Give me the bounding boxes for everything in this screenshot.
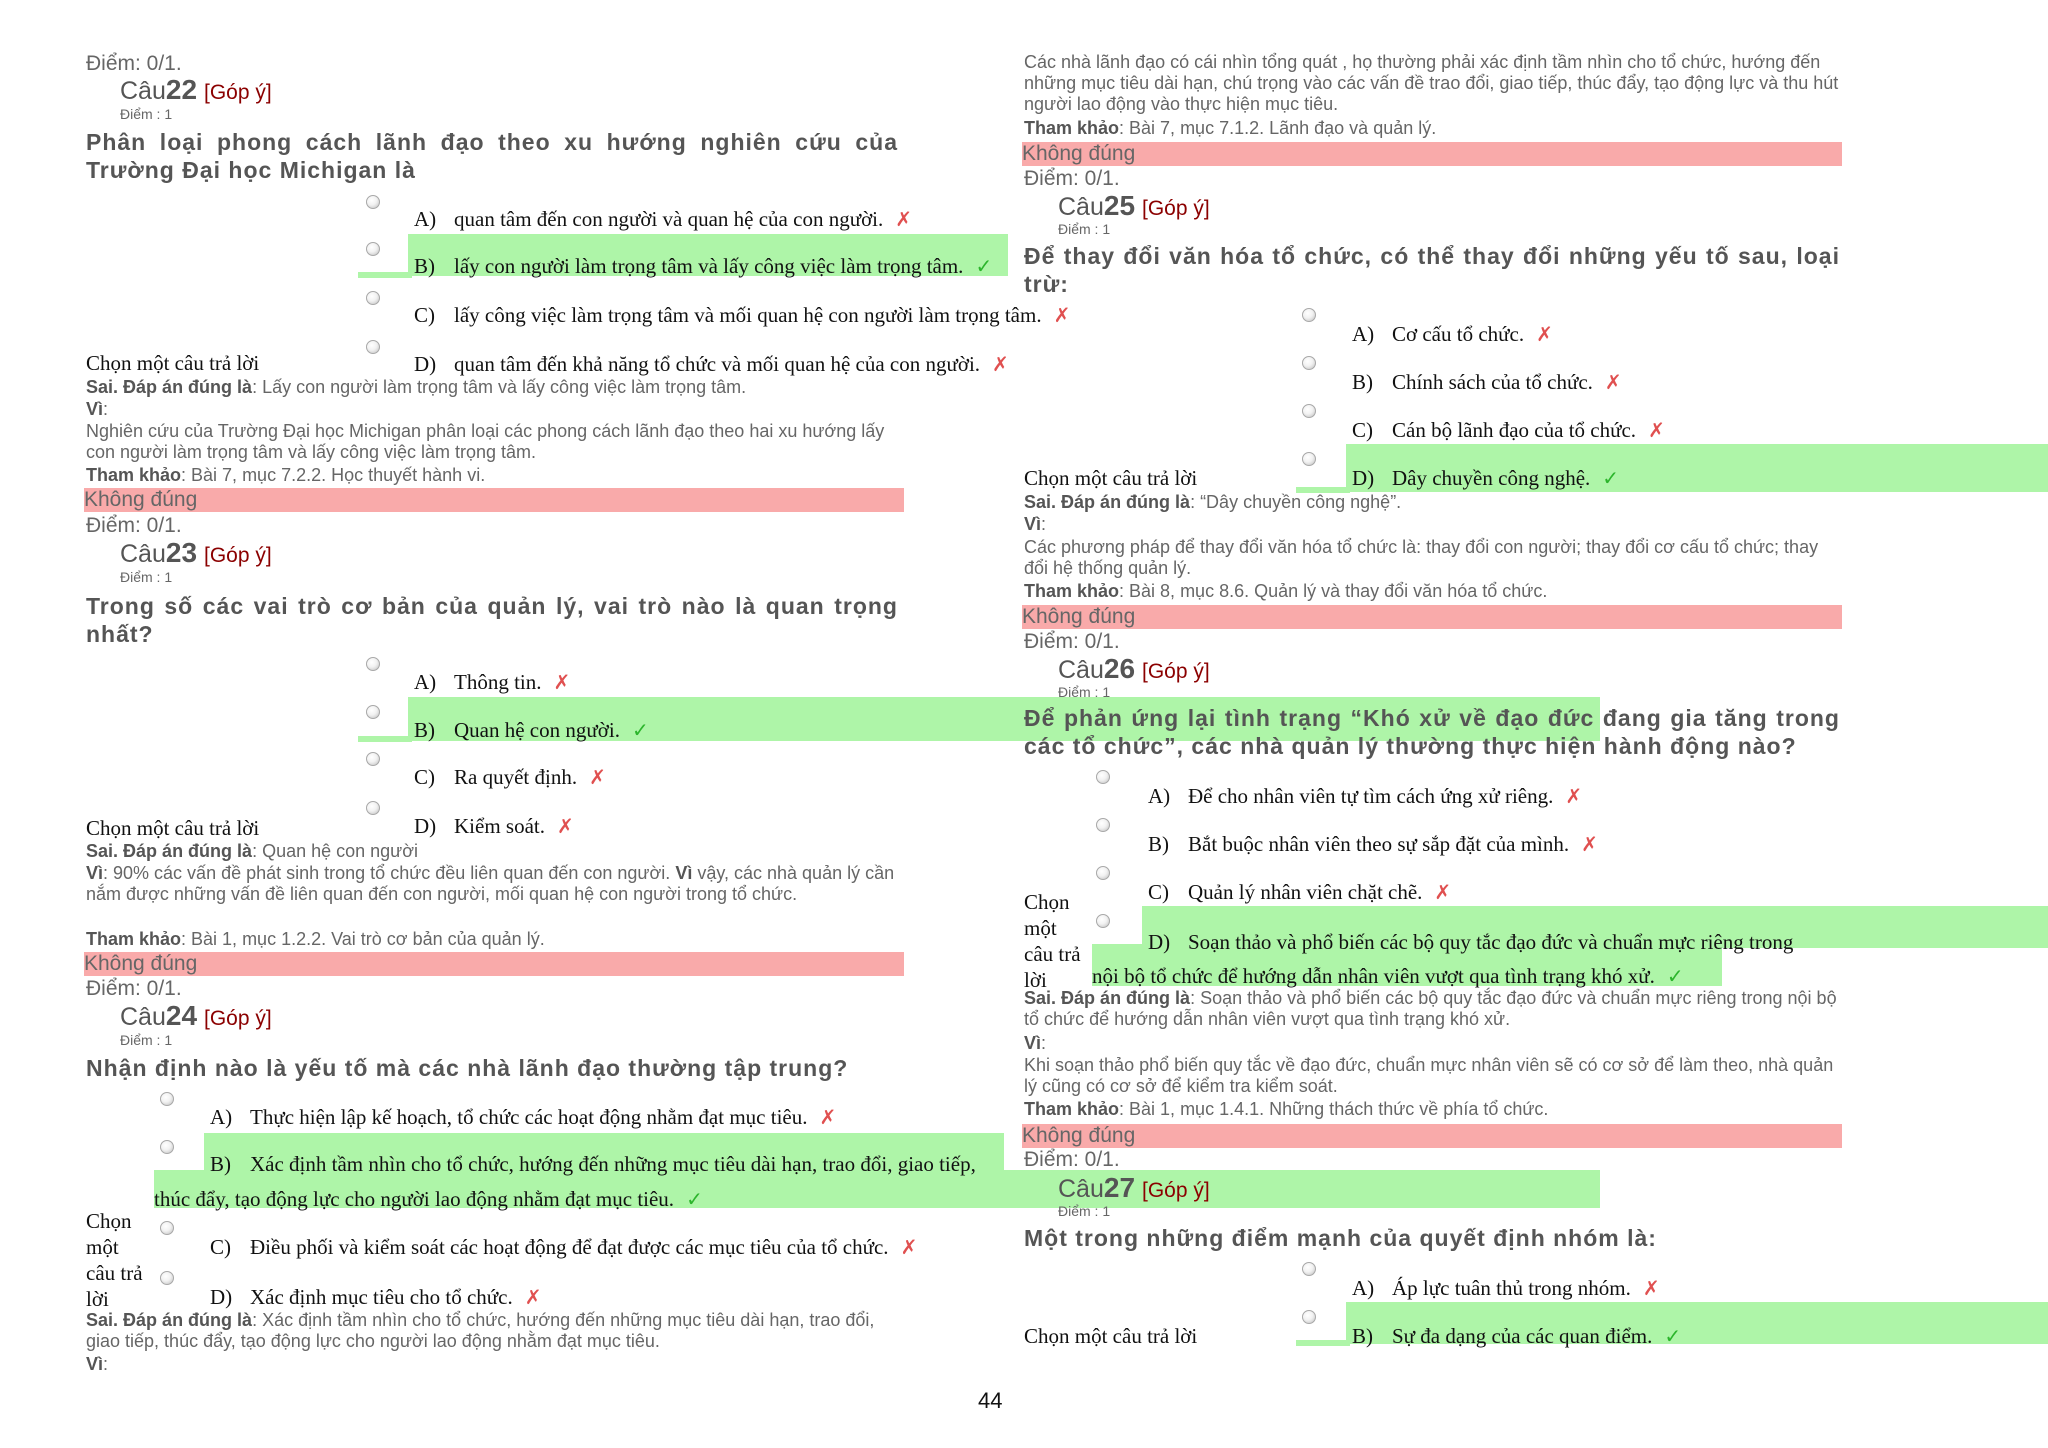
radio-25-b[interactable] bbox=[1302, 356, 1316, 370]
points-label: Điểm : 1 bbox=[1058, 684, 1111, 700]
feedback-link[interactable]: [Góp ý] bbox=[1141, 197, 1210, 220]
question-text-26: Để phản ứng lại tình trạng “Khó xử về đạo đức đang gia tăng trong các tổ chức”, các nhà quản lý thường thực hiện hành động nào? bbox=[1024, 705, 1840, 759]
question-number: 25 bbox=[1103, 190, 1136, 221]
radio-26-c[interactable] bbox=[1096, 866, 1110, 880]
question-header-25 bbox=[1058, 190, 1210, 222]
correct-highlight-tail bbox=[1296, 1340, 1350, 1346]
option-26-c[interactable]: C) Quản lý nhân viên chặt chẽ. ✗ bbox=[1148, 880, 1452, 904]
cross-icon: ✗ bbox=[1648, 418, 1665, 442]
points-label: Điểm : 1 bbox=[1058, 221, 1111, 237]
reference-25: Tham khảo: Bài 8, mục 8.6. Quản lý và thay đổi văn hóa tổ chức. bbox=[1024, 581, 1548, 601]
question-header-22 bbox=[120, 74, 272, 106]
cross-icon: ✗ bbox=[1536, 322, 1553, 346]
choose-answer-label: câu trả bbox=[86, 1261, 143, 1285]
question-number: 26 bbox=[1103, 653, 1136, 684]
radio-22-c[interactable] bbox=[366, 291, 380, 305]
cross-icon: ✗ bbox=[524, 1285, 542, 1309]
answer-feedback-22: Sai. Đáp án đúng là: Lấy con người làm trọng tâm và lấy công việc làm trọng tâm. bbox=[86, 377, 747, 397]
check-icon: ✓ bbox=[686, 1187, 703, 1211]
question-header-24 bbox=[120, 1000, 272, 1032]
cross-icon: ✗ bbox=[556, 814, 574, 838]
question-header-23 bbox=[120, 537, 272, 569]
reason-text-24-cont: Các nhà lãnh đạo có cái nhìn tổng quát , họ thường phải xác định tầm nhìn cho tổ chức, hướng đến những mục tiêu dài hạn, chú trọng vào các vấn đề trao đổi, giao tiếp, thúc đẩy, tạo động lực và thu hút người lao động vào thực hiện mục tiêu. bbox=[1024, 52, 1839, 114]
check-icon: ✓ bbox=[631, 718, 649, 742]
choose-answer-label: một bbox=[1024, 916, 1057, 940]
choose-answer-label: Chọn một câu trả lời bbox=[1024, 1324, 1198, 1348]
question-text-23: Trong số các vai trò cơ bản của quản lý, vai trò nào là quan trọng nhất? bbox=[86, 593, 898, 647]
radio-23-c[interactable] bbox=[366, 752, 380, 766]
points-label: Điểm : 1 bbox=[120, 106, 173, 122]
option-23-c[interactable]: C) Ra quyết định. ✗ bbox=[414, 765, 606, 789]
cross-icon: ✗ bbox=[553, 670, 571, 694]
option-27-a[interactable]: A) Áp lực tuân thủ trong nhóm. ✗ bbox=[1352, 1276, 1660, 1300]
option-24-c[interactable]: C) Điều phối và kiểm soát các hoạt động để đạt được các mục tiêu của tổ chức. ✗ bbox=[210, 1235, 918, 1259]
radio-26-b[interactable] bbox=[1096, 818, 1110, 832]
feedback-link[interactable]: [Góp ý] bbox=[203, 1007, 272, 1030]
cross-icon: ✗ bbox=[900, 1235, 918, 1259]
radio-26-a[interactable] bbox=[1096, 770, 1110, 784]
question-number: 24 bbox=[165, 1000, 198, 1031]
option-26-d-cont[interactable]: nội bộ tổ chức để hướng dẫn nhân viên vượt qua tình trạng khó xử. ✓ bbox=[1092, 964, 1684, 988]
choose-answer-label: Chọn một câu trả lời bbox=[86, 816, 260, 840]
answer-feedback-24: Sai. Đáp án đúng là: Xác định tầm nhìn cho tổ chức, hướng đến những mục tiêu dài hạn, trao đổi, giao tiếp, thúc đẩy, tạo động lực cho người lao động nhằm đạt mục tiêu. bbox=[86, 1310, 875, 1351]
radio-23-b[interactable] bbox=[366, 705, 380, 719]
option-26-b[interactable]: B) Bắt buộc nhân viên theo sự sắp đặt của mình. ✗ bbox=[1148, 832, 1598, 856]
cross-icon: ✗ bbox=[1434, 880, 1452, 904]
option-22-c[interactable]: C) lấy công việc làm trọng tâm và mối quan hệ con người làm trọng tâm. ✗ bbox=[414, 303, 1071, 327]
reason-label: Vì: bbox=[86, 399, 109, 419]
radio-22-a[interactable] bbox=[366, 195, 380, 209]
reason-text-26: Khi soạn thảo phổ biến quy tắc về đạo đức, chuẩn mực nhân viên sẽ có cơ sở để làm theo, nhà quản lý cũng có cơ sở để kiểm tra kiểm soát. bbox=[1024, 1055, 1834, 1096]
points-label: Điểm : 1 bbox=[1058, 1203, 1111, 1219]
feedback-link[interactable]: [Góp ý] bbox=[1141, 660, 1210, 683]
choose-answer-label: một bbox=[86, 1235, 119, 1259]
question-text-24: Nhận định nào là yếu tố mà các nhà lãnh đạo thường tập trung? bbox=[86, 1055, 849, 1081]
choose-answer-label: Chọn bbox=[86, 1209, 132, 1233]
option-25-d[interactable]: D) Dây chuyền công nghệ. ✓ bbox=[1352, 466, 1620, 490]
feedback-link[interactable]: [Góp ý] bbox=[203, 544, 272, 567]
question-number: 23 bbox=[165, 537, 198, 568]
question-text-27: Một trong những điểm mạnh của quyết định nhóm là: bbox=[1024, 1225, 1657, 1251]
option-24-b-cont[interactable]: thúc đẩy, tạo động lực cho người lao động nhằm đạt mục tiêu. ✓ bbox=[154, 1187, 703, 1211]
cross-icon: ✗ bbox=[1565, 784, 1583, 808]
choose-answer-label: Chọn một câu trả lời bbox=[1024, 466, 1198, 490]
radio-23-a[interactable] bbox=[366, 657, 380, 671]
feedback-link[interactable]: [Góp ý] bbox=[203, 81, 272, 104]
score-label: Điểm: 0/1. bbox=[86, 977, 182, 1000]
question-text-25: Để thay đổi văn hóa tổ chức, có thể thay đổi những yếu tố sau, loại trừ: bbox=[1024, 243, 1840, 297]
incorrect-banner: Không đúng bbox=[84, 952, 904, 976]
question-number: 22 bbox=[165, 74, 198, 105]
reference-23: Tham khảo: Bài 1, mục 1.2.2. Vai trò cơ bản của quản lý. bbox=[86, 929, 545, 949]
reference-26: Tham khảo: Bài 1, mục 1.4.1. Những thách thức về phía tổ chức. bbox=[1024, 1099, 1549, 1119]
incorrect-banner: Không đúng bbox=[1022, 1124, 1842, 1148]
choose-answer-label: lời bbox=[86, 1287, 109, 1311]
choose-answer-label: lời bbox=[1024, 968, 1047, 992]
choose-answer-label: câu trả bbox=[1024, 942, 1081, 966]
score-label: Điểm: 0/1. bbox=[1024, 167, 1120, 190]
correct-highlight-tail bbox=[358, 736, 412, 742]
question-word: Câu bbox=[1058, 1175, 1104, 1203]
radio-24-b[interactable] bbox=[160, 1140, 174, 1154]
option-25-c[interactable]: C) Cán bộ lãnh đạo của tổ chức. ✗ bbox=[1352, 418, 1665, 442]
check-icon: ✓ bbox=[1602, 466, 1620, 490]
answer-feedback-25: Sai. Đáp án đúng là: “Dây chuyền công nghệ”. bbox=[1024, 492, 1402, 512]
radio-24-d[interactable] bbox=[160, 1271, 174, 1285]
score-label: Điểm: 0/1. bbox=[1024, 630, 1120, 653]
feedback-link[interactable]: [Góp ý] bbox=[1141, 1179, 1210, 1202]
cross-icon: ✗ bbox=[992, 352, 1009, 376]
question-word: Câu bbox=[120, 77, 166, 105]
radio-23-d[interactable] bbox=[366, 801, 380, 815]
option-22-b[interactable]: B) lấy con người làm trọng tâm và lấy công việc làm trọng tâm. ✓ bbox=[414, 254, 993, 278]
check-icon: ✓ bbox=[1664, 1324, 1682, 1348]
choose-answer-label: Chọn bbox=[1024, 890, 1070, 914]
radio-25-d[interactable] bbox=[1302, 452, 1316, 466]
cross-icon: ✗ bbox=[589, 765, 606, 789]
cross-icon: ✗ bbox=[1642, 1276, 1660, 1300]
answer-feedback-23: Sai. Đáp án đúng là: Quan hệ con người bbox=[86, 841, 419, 861]
score-label: Điểm: 0/1. bbox=[1024, 1148, 1120, 1171]
incorrect-banner: Không đúng bbox=[1022, 605, 1842, 629]
option-26-a[interactable]: A) Để cho nhân viên tự tìm cách ứng xử riêng. ✗ bbox=[1148, 784, 1583, 808]
reference-24: Tham khảo: Bài 7, mục 7.1.2. Lãnh đạo và quản lý. bbox=[1024, 118, 1437, 138]
cross-icon: ✗ bbox=[1053, 303, 1071, 327]
radio-22-d[interactable] bbox=[366, 340, 380, 354]
option-24-d[interactable]: D) Xác định mục tiêu cho tổ chức. ✗ bbox=[210, 1285, 542, 1309]
option-24-b[interactable]: B) Xác định tầm nhìn cho tổ chức, hướng đến những mục tiêu dài hạn, trao đổi, giao tiếp, bbox=[210, 1152, 976, 1176]
question-word: Câu bbox=[120, 540, 166, 568]
answer-feedback-26: Sai. Đáp án đúng là: Soạn thảo và phổ biến các bộ quy tắc đạo đức và chuẩn mực riêng trong nội bộ tổ chức để hướng dẫn nhân viên vượt qua tình trạng khó xử. bbox=[1024, 988, 1837, 1029]
radio-27-b[interactable] bbox=[1302, 1310, 1316, 1324]
question-number: 27 bbox=[1103, 1172, 1136, 1203]
question-word: Câu bbox=[1058, 193, 1104, 221]
reason-label: Vì: bbox=[1024, 514, 1047, 534]
check-icon: ✓ bbox=[975, 254, 993, 278]
incorrect-banner: Không đúng bbox=[84, 488, 904, 512]
cross-icon: ✗ bbox=[895, 207, 913, 231]
reason-text-23: Vì: 90% các vấn đề phát sinh trong tổ chức đều liên quan đến con người. Vì vậy, các nhà quản lý cần nắm được những vấn đề liên quan đến con người, mối quan hệ con người trong tổ chức. bbox=[86, 863, 895, 904]
question-header-27 bbox=[1058, 1172, 1210, 1204]
option-24-a[interactable]: A) Thực hiện lập kế hoạch, tổ chức các hoạt động nhằm đạt mục tiêu. ✗ bbox=[210, 1105, 837, 1129]
option-23-b[interactable]: B) Quan hệ con người. ✓ bbox=[414, 718, 649, 742]
reference-22: Tham khảo: Bài 7, mục 7.2.2. Học thuyết hành vi. bbox=[86, 465, 486, 485]
page-number: 44 bbox=[978, 1388, 1003, 1413]
radio-25-c[interactable] bbox=[1302, 404, 1316, 418]
option-22-d[interactable]: D) quan tâm đến khả năng tổ chức và mối quan hệ của con người. ✗ bbox=[414, 352, 1009, 376]
question-text-22: Phân loại phong cách lãnh đạo theo xu hướng nghiên cứu của Trường Đại học Michigan là bbox=[86, 129, 898, 183]
cross-icon: ✗ bbox=[819, 1105, 837, 1129]
option-25-b[interactable]: B) Chính sách của tổ chức. ✗ bbox=[1352, 370, 1622, 394]
option-23-a[interactable]: A) Thông tin. ✗ bbox=[414, 670, 571, 694]
radio-26-d[interactable] bbox=[1096, 914, 1110, 928]
question-header-26 bbox=[1058, 653, 1210, 685]
score-label: Điểm: 0/1. bbox=[86, 52, 182, 75]
cross-icon: ✗ bbox=[1604, 370, 1622, 394]
reason-label: Vì: bbox=[1024, 1033, 1047, 1053]
option-27-b[interactable]: B) Sự đa dạng của các quan điểm. ✓ bbox=[1352, 1324, 1682, 1348]
points-label: Điểm : 1 bbox=[120, 1032, 173, 1048]
check-icon: ✓ bbox=[1666, 964, 1684, 988]
question-word: Câu bbox=[120, 1003, 166, 1031]
radio-27-a[interactable] bbox=[1302, 1262, 1316, 1276]
cross-icon: ✗ bbox=[1581, 832, 1598, 856]
radio-24-c[interactable] bbox=[160, 1221, 174, 1235]
points-label: Điểm : 1 bbox=[120, 569, 173, 585]
option-26-d[interactable]: D) Soạn thảo và phổ biến các bộ quy tắc đạo đức và chuẩn mực riêng trong bbox=[1148, 930, 1794, 954]
radio-24-a[interactable] bbox=[160, 1092, 174, 1106]
reason-text-25: Các phương pháp để thay đổi văn hóa tổ chức là: thay đổi con người; thay đổi cơ cấu tổ chức; thay đổi hệ thống quản lý. bbox=[1024, 537, 1819, 578]
score-label: Điểm: 0/1. bbox=[86, 514, 182, 537]
incorrect-banner: Không đúng bbox=[1022, 142, 1842, 166]
reason-label: Vì: bbox=[86, 1354, 109, 1374]
question-word: Câu bbox=[1058, 656, 1104, 684]
option-25-a[interactable]: A) Cơ cấu tổ chức. ✗ bbox=[1352, 322, 1553, 346]
choose-answer-label: Chọn một câu trả lời bbox=[86, 351, 260, 375]
radio-22-b[interactable] bbox=[366, 242, 380, 256]
reason-text-22: Nghiên cứu của Trường Đại học Michigan phân loại các phong cách lãnh đạo theo hai xu hướng lấy con người làm trọng tâm và lấy công việc làm trọng tâm. bbox=[86, 421, 885, 462]
correct-highlight-tail bbox=[358, 272, 412, 278]
option-23-d[interactable]: D) Kiểm soát. ✗ bbox=[414, 814, 574, 838]
radio-25-a[interactable] bbox=[1302, 308, 1316, 322]
option-22-a[interactable]: A) quan tâm đến con người và quan hệ của con người. ✗ bbox=[414, 207, 913, 231]
